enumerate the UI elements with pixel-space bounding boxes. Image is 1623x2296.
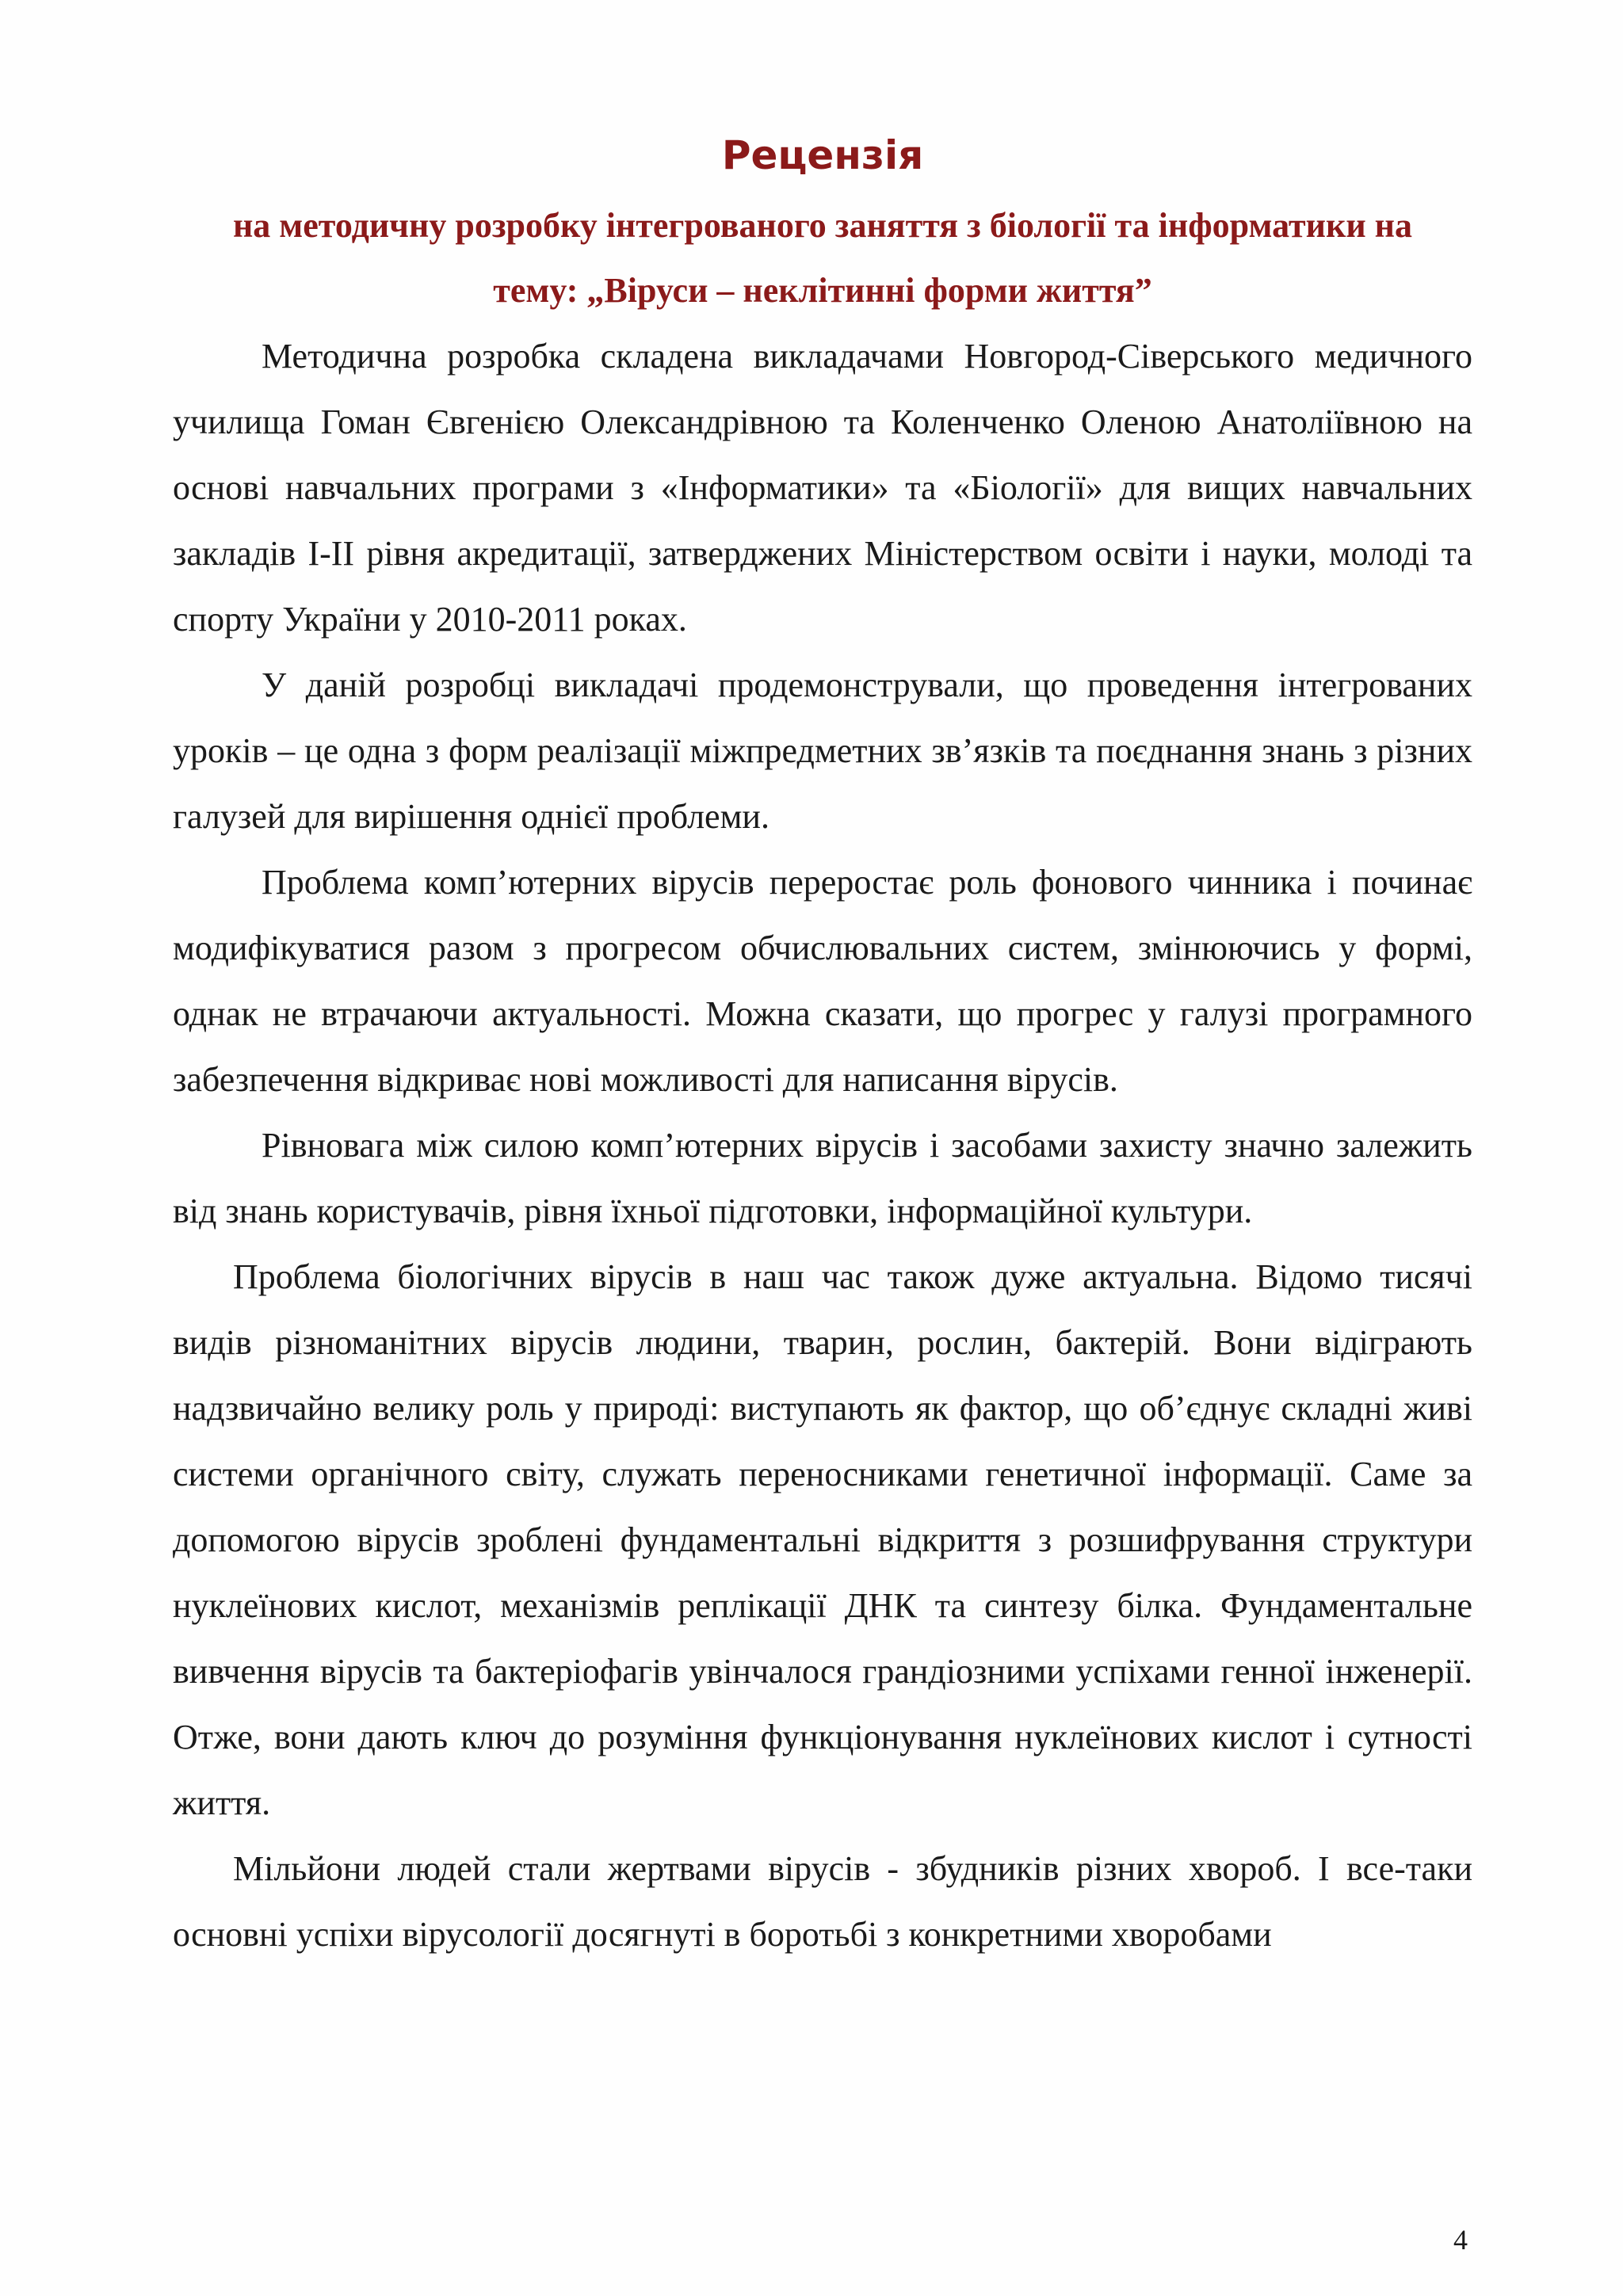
page-number: 4 — [1453, 2224, 1468, 2256]
paragraph-balance: Рівновага між силою комп’ютерних вірусів і засобами захисту значно залежить від знань користувачів, рівня їхньої підготовки, інформаційної культури. — [173, 1126, 1472, 1230]
paragraph-computer-viruses: Проблема комп’ютерних вірусів переростає роль фонового чинника і починає модифікуватися разом з прогресом обчислювальних систем, змінюючись у формі, однак не втрачаючи актуальності. Можна сказати, що прогрес у галузі програмного забезпечення відкриває нові можливості для написання вірусів. — [173, 863, 1472, 1099]
document-subtitle-line-1: на методичну розробку інтегрованого заняття з біології та інформатики на — [232, 206, 1413, 245]
paragraph-authors: Методична розробка складена викладачами Новгород-Сіверського медичного училища Гоман Євгенією Олександрівною та Коленченко Оленою Анатоліївною на основі навчальних програми з «Інформатики» та «Біології» для вищих навчальних закладів І-ІІ рівня акредитації, затверджених Міністерством освіти і науки, молоді та спорту України у 2010-2011 роках. — [173, 337, 1472, 639]
paragraph-biological-viruses: Проблема біологічних вірусів в наш час також дуже актуальна. Відомо тисячі видів різноманітних вірусів людини, тварин, рослин, бактерій. Вони відіграють надзвичайно велику роль у природі: виступають як фактор, що об’єднує складні живі системи органічного світу, служать переносниками генетичної інформації. Саме за допомогою вірусів зроблені фундаментальні відкриття з розшифрування структури нуклеїнових кислот, механізмів реплікації ДНК та синтезу білка. Фундаментальне вивчення вірусів та бактеріофагів увінчалося грандіозними успіхами генної інженерії. Отже, вони дають ключ до розуміння функціонування нуклеїнових кислот і сутності життя. — [173, 1257, 1472, 1822]
paragraph-victims: Мільйони людей стали жертвами вірусів - збудників різних хвороб. І все-таки основні успіхи вірусології досягнуті в боротьбі з конкретними хворобами — [173, 1849, 1472, 1954]
paragraph-integrated-lessons: У даній розробці викладачі продемонстрували, що проведення інтегрованих уроків – це одна з форм реалізації міжпредметних зв’язків та поєднання знань з різних галузей для вирішення однієї проблеми. — [173, 666, 1472, 836]
document-body — [173, 117, 1472, 1967]
document-subtitle-line-2: тему: „Віруси – неклітинні форми життя” — [493, 271, 1152, 310]
document-title: Рецензія — [721, 132, 924, 178]
